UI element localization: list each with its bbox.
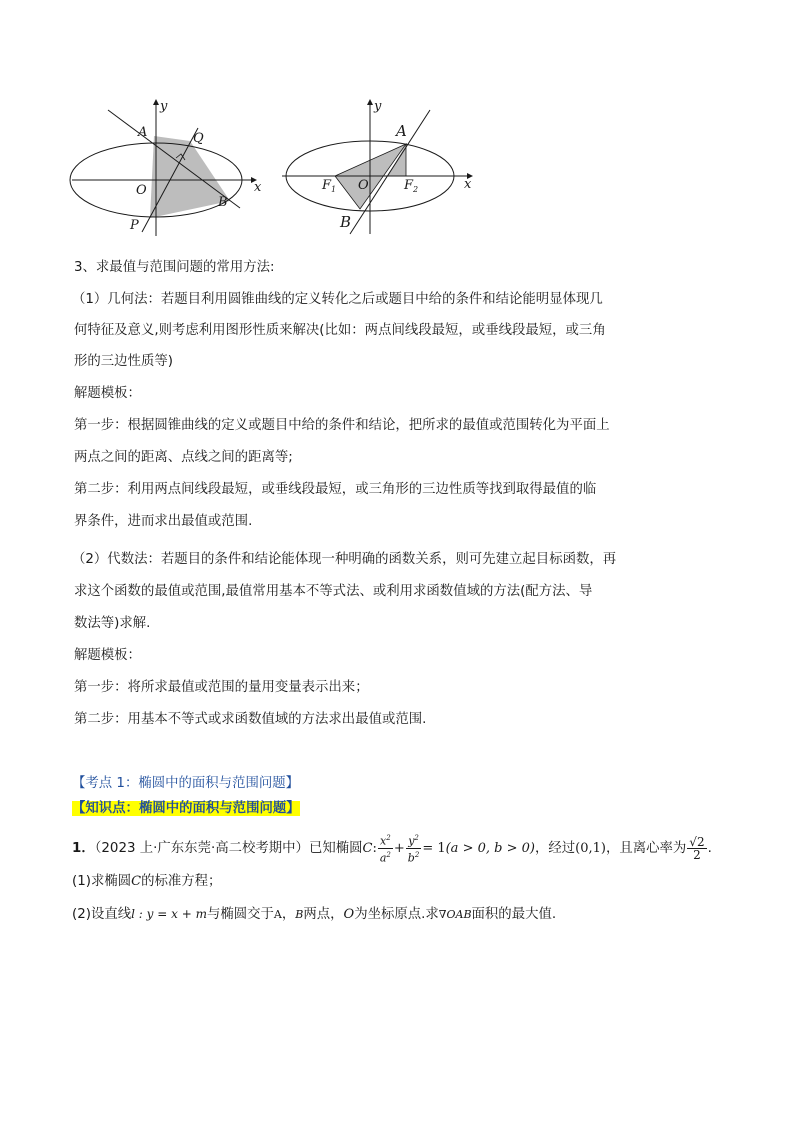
method2-line2: 求这个函数的最值或范围,最值常用基本不等式法、或利用求函数值域的方法(配方法、导 <box>74 584 593 599</box>
label-x: x <box>464 177 472 192</box>
method1-line2: 何特征及意义,则考虑利用图形性质来解决(比如：两点间线段最短，或垂线段最短，或三角 <box>74 323 606 338</box>
equals-one: = 1 <box>422 841 446 857</box>
label-F2: $F_2$ <box>404 178 419 194</box>
kaodian-heading: 【考点 1：椭圆中的面积与范围问题】 <box>72 776 300 791</box>
condition: (a > 0, b > 0) <box>445 841 535 857</box>
figure-ellipse-triangle-area <box>68 96 268 246</box>
template-heading-1: 解题模板： <box>74 386 141 401</box>
method1-line3: 形的三边性质等) <box>74 354 173 369</box>
label-A: A <box>138 125 148 140</box>
problem-number: 1． <box>72 841 95 857</box>
label-O: O <box>136 183 147 198</box>
method2-line1: （2）代数法：若题目的条件和结论能体现一种明确的函数关系，则可先建立起目标函数，再 <box>72 552 617 567</box>
label-y: y <box>160 99 168 114</box>
label-B: B <box>340 213 352 231</box>
step1-line2: 两点之间的距离、点线之间的距离等; <box>74 450 293 465</box>
period: . <box>707 841 712 857</box>
label-O: O <box>358 178 369 193</box>
label-A: A <box>396 122 407 140</box>
method1-line1: （1）几何法：若题目利用圆锥曲线的定义转化之后或题目中给的条件和结论能明显体现几 <box>72 292 603 307</box>
label-x: x <box>254 180 262 195</box>
label-B: B <box>218 195 228 210</box>
figure-ellipse-focal-triangle <box>278 96 478 246</box>
label-Q: Q <box>193 131 204 146</box>
problem-source: （2023 上·广东东莞·高二校考期中） <box>94 841 309 857</box>
colon: : <box>372 841 377 857</box>
zhishidian-heading: 【知识点：椭圆中的面积与范围问题】 <box>72 801 300 816</box>
problem-1-statement: 1．（2023 上·广东东莞·高二校考期中）已知椭圆C: $\frac{x^2}{a^2}$ + $\frac{y^2}{b^2}$ = 1(a > 0, b > 0)，经过(0,1)，且离心率为 $\frac{√2}{2}$ . <box>72 834 712 865</box>
fraction-y2-b2: $\frac{y^2}{b^2}$ <box>407 834 420 865</box>
step4: 第二步：用基本不等式或求函数值域的方法求出最值或范围. <box>74 712 427 727</box>
step2-line2: 界条件，进而求出最值或范围. <box>74 514 253 529</box>
problem-text-b: ，经过 <box>534 841 576 857</box>
ellipse-name: C <box>362 841 373 857</box>
step3: 第一步：将所求最值或范围的量用变量表示出来； <box>74 680 369 695</box>
question-1: (1)求椭圆C的标准方程； <box>72 874 222 889</box>
label-F1: $F_1$ <box>322 178 337 194</box>
label-y: y <box>374 99 382 114</box>
section-title: 3、求最值与范围问题的常用方法: <box>74 260 275 275</box>
problem-text-c: ，且离心率为 <box>605 841 687 857</box>
label-P: P <box>130 218 139 233</box>
fraction-sqrt2-over-2: $\frac{√2}{2}$ <box>689 834 705 862</box>
question-2: (2)设直线l : y = x + m与椭圆交于A，B两点，O为坐标原点.求∇OAB面积的最大值. <box>72 907 557 922</box>
method2-line3: 数法等)求解. <box>74 616 151 631</box>
template-heading-2: 解题模板： <box>74 648 141 663</box>
point: (0,1) <box>575 841 606 857</box>
step2-line1: 第二步：利用两点间线段最短，或垂线段最短，或三角形的三边性质等找到取得最值的临 <box>74 482 597 497</box>
fraction-x2-a2: $\frac{x^2}{a^2}$ <box>379 834 391 865</box>
zhishidian-heading-wrap <box>72 799 300 819</box>
problem-text-a: 已知椭圆 <box>308 841 363 857</box>
step1-line1: 第一步：根据圆锥曲线的定义或题目中给的条件和结论，把所求的最值或范围转化为平面上 <box>74 418 610 433</box>
